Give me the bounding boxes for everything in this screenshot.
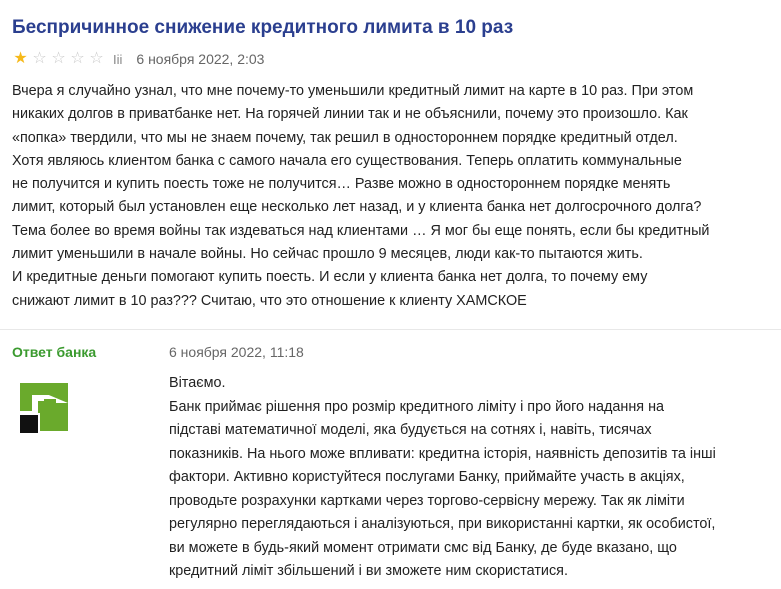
review-author[interactable]: Iii [113,51,123,67]
reply-text-line: показників. На нього може впливати: кредитна історія, наявність депозитів та інші [169,445,716,462]
reply-text-line: Банк приймає рішення про розмір кредитного ліміту і про його надання на [169,398,665,415]
review-text-line: снижают лимит в 10 раз??? Считаю, что это отношение к клиенту ХАМСКОЕ [12,292,527,309]
reply-text-line: ви можете в будь-який момент отримати смс від Банку, де буде вказано, що [169,539,677,556]
star-empty-icon: ☆ [51,50,66,67]
review-date: 6 ноября 2022, 2:03 [136,51,265,67]
reply-text-line: проводьте розрахунки картками через торгово-сервісну мережу. Так як ліміти [169,492,685,509]
star-empty-icon: ☆ [32,50,47,67]
review-text-line: Вчера я случайно узнал, что мне почему-то уменьшили кредитный лимит на карте в 10 раз. При этом [12,83,694,99]
reply-text-line: фактори. Активно користуйтеся послугами Банку, приймайте участь в акціях, [169,469,685,485]
review-body [12,80,772,313]
review-text-line: лимит уменьшили в начале войны. Но сейчас прошло 9 месяцев, люди как-то пытаются жить. [12,246,643,263]
review-text-line: никаких долгов в приватбанке нет. На горячей линии так и не объяснили, почему это произошло. Как [12,106,688,123]
divider [0,329,781,330]
star-filled-icon: ★ [13,50,28,67]
review-text-line: И кредитные деньги помогают купить поесть. И если у клиента банка нет долга, то почему ему [12,269,648,286]
star-empty-icon: ☆ [70,50,85,67]
review-meta [12,49,264,69]
reply-text-line: кредитний ліміт збільшений і ви зможете ним скористатися. [169,563,568,579]
star-empty-icon: ☆ [89,50,104,67]
reply-text-line: Вітаємо. [169,375,226,391]
bank-reply-label: Ответ банка [12,344,97,360]
review-text-line: не получится и купить поесть тоже не получится… Разве можно в одностороннем порядке менять [12,176,671,193]
bank-reply-body [169,372,769,584]
review-text-line: «попка» твердили, что мы не знаем почему, так решил в одностороннем порядке кредитный отдел. [12,129,678,146]
review-text-line: Тема более во время войны так издеваться над клиентами … Я мог бы еще понять, если бы кредитный [12,222,710,239]
reply-text-line: підставі математичної моделі, яка будується на сотнях і, навіть, тисячах [169,422,652,438]
reply-text-line: регулярно переглядаються і аналізуються, при використанні картки, як особистої, [169,516,716,532]
review-text-line: Хотя являюсь клиентом банка с самого начала его существования. Теперь оплатить коммунальные [12,152,682,169]
review-title[interactable]: Беспричинное снижение кредитного лимита в 10 раз [12,17,514,38]
privatbank-logo-icon [12,375,76,439]
rating-stars [12,51,105,67]
bank-reply-date: 6 ноября 2022, 11:18 [169,344,304,360]
review-text-line: лимит, который был установлен еще несколько лет назад, и у клиента банка нет долгосрочного долга? [12,199,702,216]
